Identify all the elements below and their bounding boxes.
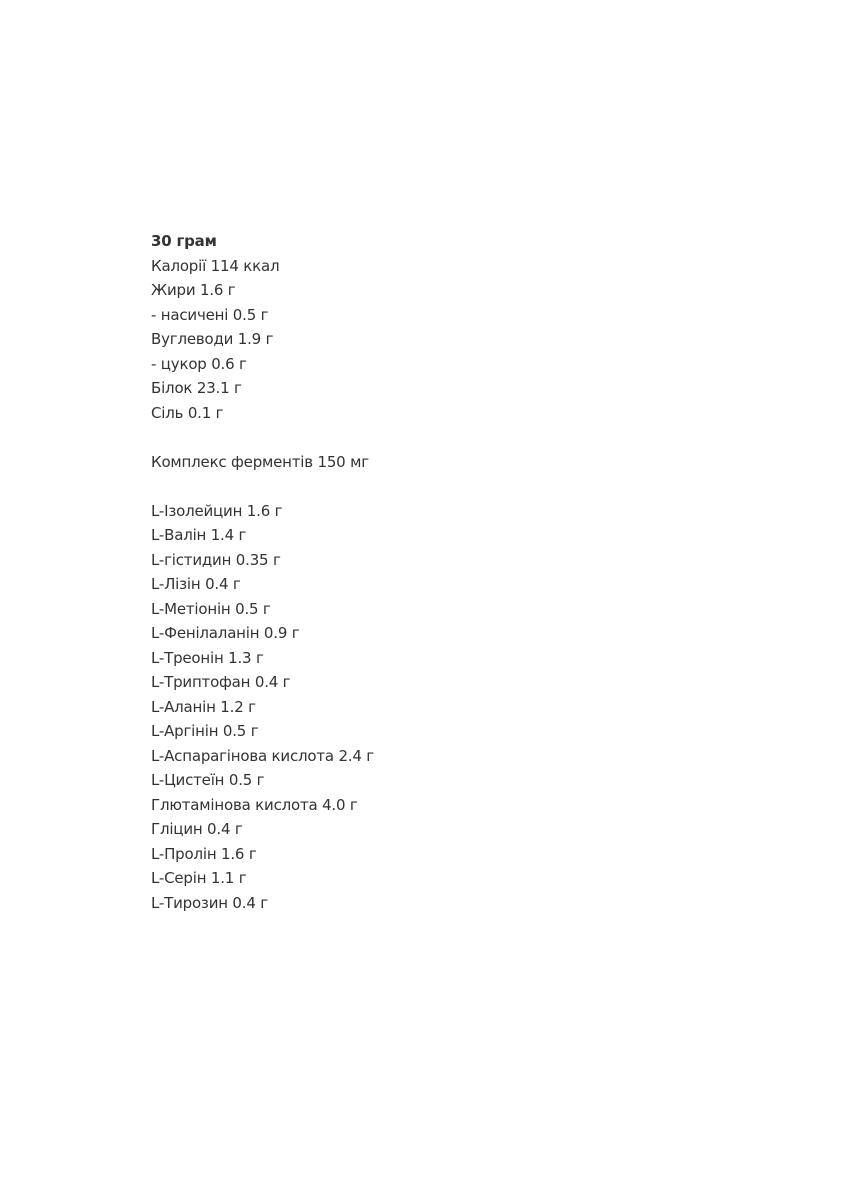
amino-acid-item: L-Аргінін 0.5 г — [151, 722, 259, 740]
nutrition-item: Калорії 114 ккал — [151, 256, 280, 275]
serving-title: 30 грам — [151, 232, 217, 250]
nutrition-item: Білок 23.1 г — [151, 379, 242, 397]
amino-acid-item: L-Фенілаланін 0.9 г — [151, 624, 300, 642]
amino-acid-item: L-Ізолейцин 1.6 г — [151, 501, 283, 520]
spacer — [151, 425, 571, 450]
amino-acid-item: L-Валін 1.4 г — [151, 526, 247, 544]
nutrition-item: Сіль 0.1 г — [151, 403, 224, 422]
amino-acid-item: L-Лізін 0.4 г — [151, 575, 241, 593]
amino-acid-item: L-Триптофан 0.4 г — [151, 673, 291, 691]
spacer — [151, 474, 571, 499]
nutrition-list — [151, 254, 571, 426]
amino-acid-item: L-Аспарагінова кислота 2.4 г — [151, 746, 374, 765]
amino-acid-item: L-гістидин 0.35 г — [151, 550, 281, 569]
amino-acid-item: Глютамінова кислота 4.0 г — [151, 795, 358, 814]
amino-acid-item: L-Пролін 1.6 г — [151, 844, 257, 863]
amino-acid-item: L-Серін 1.1 г — [151, 869, 247, 887]
enzymes-line: Комплекс ферментів 150 мг — [151, 452, 369, 471]
nutrition-item: Вуглеводи 1.9 г — [151, 330, 274, 348]
nutrition-document — [151, 229, 571, 915]
nutrition-item: Жири 1.6 г — [151, 281, 236, 299]
amino-acid-item: L-Метіонін 0.5 г — [151, 599, 271, 618]
amino-acid-item: L-Цистеїн 0.5 г — [151, 771, 265, 789]
nutrition-item: - цукор 0.6 г — [151, 354, 247, 373]
amino-acid-item: L-Треонін 1.3 г — [151, 648, 264, 667]
amino-acid-item: L-Тирозин 0.4 г — [151, 893, 268, 912]
amino-acid-item: L-Аланін 1.2 г — [151, 697, 256, 716]
amino-acid-list — [151, 499, 571, 916]
nutrition-item: - насичені 0.5 г — [151, 305, 269, 324]
amino-acid-item: Гліцин 0.4 г — [151, 820, 243, 838]
